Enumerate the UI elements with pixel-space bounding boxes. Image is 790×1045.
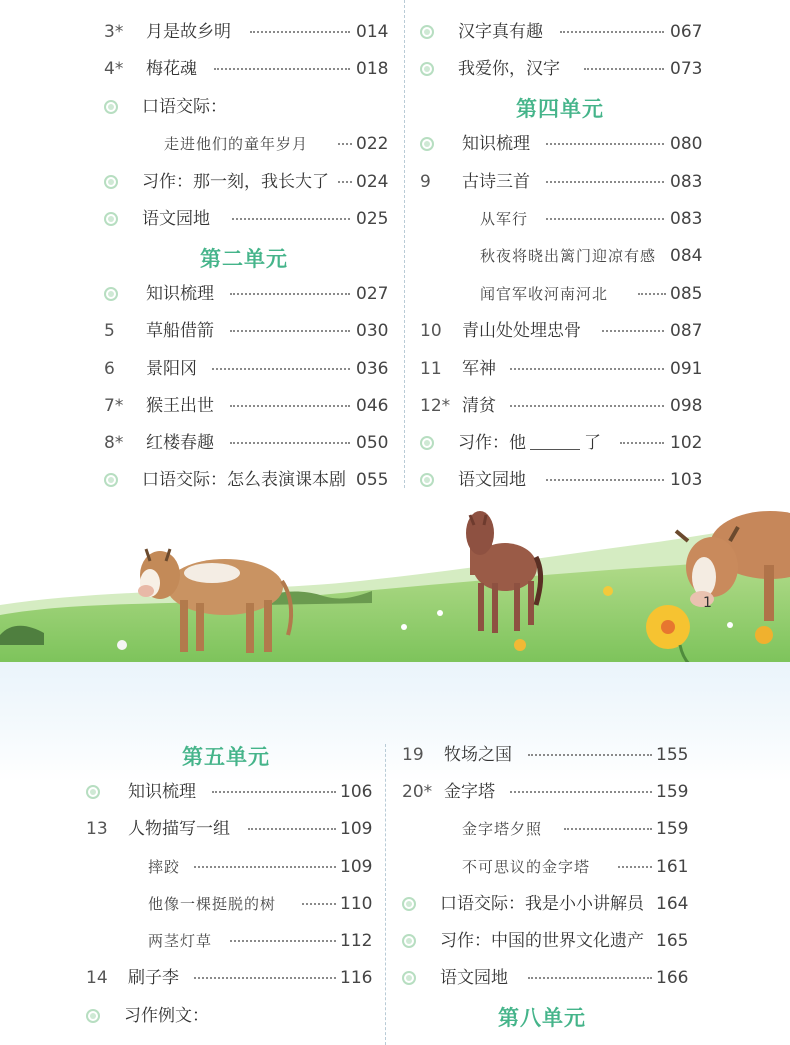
cut-off-row-left — [104, 0, 390, 2]
bullet-icon — [104, 100, 118, 114]
toc-row[interactable] — [420, 393, 706, 419]
lesson-subtitle: 从军行 — [480, 210, 529, 228]
toc-row[interactable] — [104, 430, 390, 456]
page-ref: 027 — [356, 284, 389, 304]
toc-row[interactable] — [104, 94, 390, 120]
section-title: 我爱你，汉字 — [458, 59, 560, 79]
lesson-title: 月是故乡明 — [146, 22, 231, 42]
toc-row[interactable] — [420, 430, 706, 456]
lesson-title: 青山处处埋忠骨 — [462, 321, 581, 341]
lesson-subtitle: 闻官军收河南河北 — [480, 285, 609, 303]
bullet-icon — [104, 175, 118, 189]
bullet-icon — [86, 1009, 100, 1023]
bullet-icon — [402, 897, 416, 911]
leader-dots — [510, 791, 652, 793]
leader-dots — [302, 903, 336, 905]
bullet-icon — [104, 212, 118, 226]
page-ref: 164 — [656, 894, 689, 914]
lesson-title: 牧场之国 — [444, 745, 512, 765]
lesson-number: 3* — [104, 22, 124, 42]
page-ref: 022 — [356, 134, 389, 154]
leader-dots — [510, 368, 664, 370]
toc-row[interactable] — [86, 965, 376, 991]
toc-row[interactable] — [104, 467, 390, 493]
lesson-number: 13 — [86, 819, 108, 839]
toc-row[interactable] — [420, 19, 706, 45]
section-title: 习作：中国的世界文化遗产 — [440, 931, 644, 951]
page-ref: 116 — [340, 968, 373, 988]
page-ref: 103 — [670, 470, 703, 490]
leader-dots — [528, 754, 652, 756]
page-ref: 110 — [340, 894, 373, 914]
bullet-icon — [402, 971, 416, 985]
section-title: 语文园地 — [142, 209, 210, 229]
leader-dots — [230, 330, 350, 332]
leader-dots — [248, 828, 336, 830]
toc-row[interactable] — [86, 928, 376, 954]
leader-dots — [232, 218, 350, 220]
lesson-subtitle: 摔跤 — [148, 858, 181, 876]
bullet-icon — [104, 287, 118, 301]
lesson-number: 8* — [104, 433, 124, 453]
writing-prompt-prefix: 习作：他 — [458, 433, 526, 453]
toc-row[interactable] — [420, 131, 706, 157]
lesson-subtitle: 秋夜将晓出篱门迎凉有感 — [480, 247, 657, 265]
toc-row[interactable] — [402, 854, 692, 880]
toc-row[interactable] — [104, 206, 390, 232]
page-ref: 083 — [670, 172, 703, 192]
page-ref: 161 — [656, 857, 689, 877]
lesson-title: 清贫 — [462, 396, 496, 416]
page-ref: 024 — [356, 172, 389, 192]
page-ref: 102 — [670, 433, 703, 453]
lesson-number: 20* — [402, 782, 433, 802]
page-ref: 155 — [656, 745, 689, 765]
lesson-number: 12* — [420, 396, 451, 416]
leader-dots — [230, 442, 350, 444]
section-title — [458, 430, 601, 456]
toc-bottom-section — [0, 662, 790, 1045]
lesson-title: 军神 — [462, 359, 496, 379]
section-title: 习作：那一刻，我长大了 — [142, 172, 329, 192]
page-ref: 080 — [670, 134, 703, 154]
lesson-number: 7* — [104, 396, 124, 416]
meadow-illustration — [0, 495, 790, 665]
lesson-subtitle: 两茎灯草 — [148, 932, 213, 950]
bullet-icon — [420, 62, 434, 76]
lesson-number: 14 — [86, 968, 108, 988]
lesson-title: 草船借箭 — [146, 321, 214, 341]
unit-4-heading: 第四单元 — [516, 97, 604, 121]
toc-row[interactable] — [86, 779, 376, 805]
leader-dots — [620, 442, 664, 444]
leader-dots — [546, 479, 664, 481]
fill-in-blank — [530, 433, 580, 450]
toc-row[interactable] — [402, 891, 692, 917]
lesson-title: 红楼春趣 — [146, 433, 214, 453]
toc-row[interactable] — [420, 243, 706, 269]
lesson-subtitle: 不可思议的金字塔 — [462, 858, 591, 876]
page-ref: 106 — [340, 782, 373, 802]
page-ref: 159 — [656, 782, 689, 802]
toc-row[interactable] — [104, 131, 390, 157]
lesson-title: 金字塔 — [444, 782, 495, 802]
page-number: 1 — [703, 595, 712, 611]
toc-row[interactable] — [104, 169, 390, 195]
leader-dots — [338, 143, 352, 145]
leader-dots — [546, 181, 664, 183]
leader-dots — [338, 181, 352, 183]
page-ref: 112 — [340, 931, 373, 951]
toc-row[interactable] — [420, 467, 706, 493]
section-title: 口语交际： — [142, 97, 227, 117]
toc-row[interactable] — [402, 742, 692, 768]
page-ref: 014 — [356, 22, 389, 42]
unit-2-heading: 第二单元 — [200, 247, 288, 271]
section-title: 语文园地 — [458, 470, 526, 490]
leader-dots — [250, 31, 350, 33]
bullet-icon — [420, 436, 434, 450]
page-ref: 166 — [656, 968, 689, 988]
page-ref: 109 — [340, 857, 373, 877]
unit-8-heading: 第八单元 — [498, 1006, 586, 1030]
bullet-icon — [104, 473, 118, 487]
toc-row[interactable] — [104, 356, 390, 382]
leader-dots — [618, 866, 652, 868]
page-ref: 087 — [670, 321, 703, 341]
page-ref: 109 — [340, 819, 373, 839]
lesson-number: 5 — [104, 321, 115, 341]
toc-row[interactable] — [420, 356, 706, 382]
toc-row[interactable] — [402, 928, 692, 954]
leader-dots — [214, 68, 350, 70]
toc-row[interactable] — [420, 281, 706, 307]
bullet-icon — [86, 785, 100, 799]
lesson-subtitle: 他像一棵挺脱的树 — [148, 895, 277, 913]
column-divider — [385, 744, 386, 1045]
page-ref: 036 — [356, 359, 389, 379]
page-ref: 067 — [670, 22, 703, 42]
lesson-subtitle: 金字塔夕照 — [462, 820, 543, 838]
toc-top-section — [0, 0, 790, 500]
page-ref: 046 — [356, 396, 389, 416]
unit-5-heading: 第五单元 — [182, 745, 270, 769]
lesson-title: 猴王出世 — [146, 396, 214, 416]
bullet-icon — [402, 934, 416, 948]
lesson-number: 10 — [420, 321, 442, 341]
leader-dots — [560, 31, 664, 33]
leader-dots — [212, 368, 350, 370]
leader-dots — [230, 940, 336, 942]
page-ref: 083 — [670, 209, 703, 229]
page-ref: 030 — [356, 321, 389, 341]
toc-row[interactable] — [86, 816, 376, 842]
section-title: 知识梳理 — [462, 134, 530, 154]
toc-row[interactable] — [104, 19, 390, 45]
toc-row[interactable] — [104, 393, 390, 419]
column-divider — [404, 0, 405, 488]
lesson-number: 19 — [402, 745, 424, 765]
page-ref: 050 — [356, 433, 389, 453]
toc-row[interactable] — [104, 318, 390, 344]
leader-dots — [546, 143, 664, 145]
toc-row[interactable] — [402, 965, 692, 991]
lesson-number: 11 — [420, 359, 442, 379]
page-ref: 025 — [356, 209, 389, 229]
page-ref: 018 — [356, 59, 389, 79]
leader-dots — [230, 293, 350, 295]
page-ref: 085 — [670, 284, 703, 304]
cut-off-row-right — [420, 0, 706, 2]
lesson-title: 景阳冈 — [146, 359, 197, 379]
page-ref: 098 — [670, 396, 703, 416]
leader-dots — [584, 68, 664, 70]
page-ref: 091 — [670, 359, 703, 379]
leader-dots — [602, 330, 664, 332]
page-ref: 159 — [656, 819, 689, 839]
bullet-icon — [420, 137, 434, 151]
page-ref: 073 — [670, 59, 703, 79]
toc-row[interactable] — [86, 891, 376, 917]
leader-dots — [194, 977, 336, 979]
section-title: 知识梳理 — [146, 284, 214, 304]
toc-row[interactable] — [86, 854, 376, 880]
leader-dots — [230, 405, 350, 407]
section-title: 口语交际：我是小小讲解员 — [440, 894, 644, 914]
lesson-title: 刷子李 — [128, 968, 179, 988]
leader-dots — [528, 977, 652, 979]
toc-row[interactable] — [402, 816, 692, 842]
lesson-title: 人物描写一组 — [128, 819, 230, 839]
toc-row[interactable] — [420, 169, 706, 195]
page-ref: 084 — [670, 246, 703, 266]
section-title: 知识梳理 — [128, 782, 196, 802]
toc-row[interactable] — [402, 779, 692, 805]
leader-dots — [194, 866, 336, 868]
toc-row[interactable] — [420, 206, 706, 232]
bullet-icon — [420, 25, 434, 39]
lesson-number: 4* — [104, 59, 124, 79]
writing-prompt-suffix: 了 — [584, 433, 601, 453]
leader-dots — [510, 405, 664, 407]
leader-dots — [638, 293, 666, 295]
lesson-subtitle: 走进他们的童年岁月 — [164, 135, 309, 153]
page-ref: 055 — [356, 470, 389, 490]
lesson-number: 9 — [420, 172, 431, 192]
section-title: 语文园地 — [440, 968, 508, 988]
lesson-number: 6 — [104, 359, 115, 379]
toc-row[interactable] — [420, 318, 706, 344]
page-ref: 165 — [656, 931, 689, 951]
section-title: 习作例文： — [124, 1006, 209, 1026]
leader-dots — [212, 791, 336, 793]
lesson-title: 梅花魂 — [146, 59, 197, 79]
leader-dots — [546, 218, 664, 220]
toc-row[interactable] — [104, 281, 390, 307]
toc-row[interactable] — [420, 56, 706, 82]
toc-row[interactable] — [86, 1003, 376, 1029]
bullet-icon — [420, 473, 434, 487]
section-title: 口语交际：怎么表演课本剧 — [142, 470, 346, 490]
section-title: 汉字真有趣 — [458, 22, 543, 42]
leader-dots — [564, 828, 652, 830]
toc-row[interactable] — [104, 56, 390, 82]
lesson-title: 古诗三首 — [462, 172, 530, 192]
